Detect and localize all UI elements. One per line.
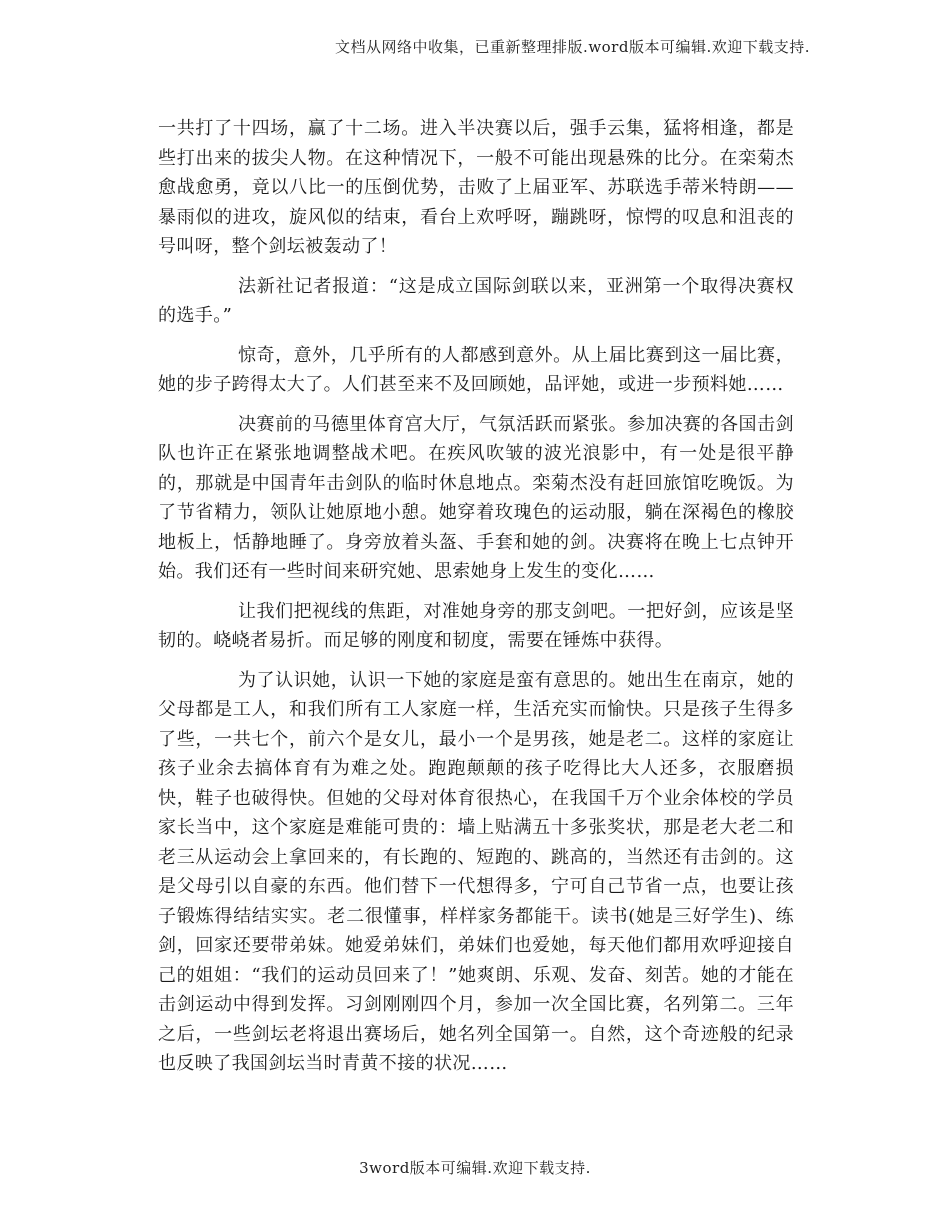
paragraph-3: 惊奇，意外，几乎所有的人都感到意外。从上届比赛到这一届比赛，她的步子跨得太大了。人们甚至来不及回顾她，品评她，或进一步预料她…… xyxy=(158,344,794,395)
paragraph-5: 让我们把视线的焦距，对准她身旁的那支剑吧。一把好剑，应该是坚韧的。峣峣者易折。而足够的刚度和韧度，需要在锤炼中获得。 xyxy=(158,600,794,651)
document-body xyxy=(158,114,794,1089)
paragraph-6: 为了认识她，认识一下她的家庭是蛮有意思的。她出生在南京，她的父母都是工人，和我们所有工人家庭一样，生活充实而愉快。只是孩子生得多了些，一共七个，前六个是女儿，最小一个是男孩，她是老二。这样的家庭让孩子业余去搞体育有为难之处。跑跑颠颠的孩子吃得比大人还多，衣服磨损快，鞋子也破得快。但她的父母对体育很热心，在我国千万个业余体校的学员家长当中，这个家庭是难能可贵的：墙上贴满五十多张奖状，那是老大老二和老三从运动会上拿回来的，有长跑的、短跑的、跳高的，当然还有击剑的。这是父母引以自豪的东西。他们替下一代想得多，宁可自己节省一点，也要让孩子锻炼得结结实实。老二很懂事，样样家务都能干。读书(她是三好学生)、练剑，回家还要带弟妹。她爱弟妹们，弟妹们也爱她，每天他们都用欢呼迎接自己的姐姐：“我们的运动员回来了！”她爽朗、乐观、发奋、刻苦。她的才能在击剑运动中得到发挥。习剑刚刚四个月，参加一次全国比赛，名列第二。三年之后，一些剑坛老将退出赛场后，她名列全国第一。自然，这个奇迹般的纪录也反映了我国剑坛当时青黄不接的状况…… xyxy=(158,669,794,1074)
paragraph-2: 法新社记者报道：“这是成立国际剑联以来，亚洲第一个取得决赛权的选手。” xyxy=(158,275,794,326)
page-header: 文档从网络中收集，已重新整理排版.word版本可编辑.欢迎下载支持. xyxy=(335,38,810,56)
page-footer: 3word版本可编辑.欢迎下载支持. xyxy=(359,1159,591,1177)
paragraph-4: 决赛前的马德里体育宫大厅，气氛活跃而紧张。参加决赛的各国击剑队也许正在紧张地调整战术吧。在疾风吹皱的波光浪影中，有一处是很平静的，那就是中国青年击剑队的临时休息地点。栾菊杰没有赶回旅馆吃晚饭。为了节省精力，领队让她原地小憩。她穿着玫瑰色的运动服，躺在深褐色的橡胶地板上，恬静地睡了。身旁放着头盔、手套和她的剑。决赛将在晚上七点钟开始。我们还有一些时间来研究她、思索她身上发生的变化…… xyxy=(158,413,794,582)
paragraph-1: 一共打了十四场，赢了十二场。进入半决赛以后，强手云集，猛将相逢，都是些打出来的拔尖人物。在这种情况下，一般不可能出现悬殊的比分。在栾菊杰愈战愈勇，竟以八比一的压倒优势，击败了上届亚军、苏联选手蒂米特朗——暴雨似的进攻，旋风似的结束，看台上欢呼呀，蹦跳呀，惊愕的叹息和沮丧的号叫呀，整个剑坛被轰动了！ xyxy=(158,118,794,257)
